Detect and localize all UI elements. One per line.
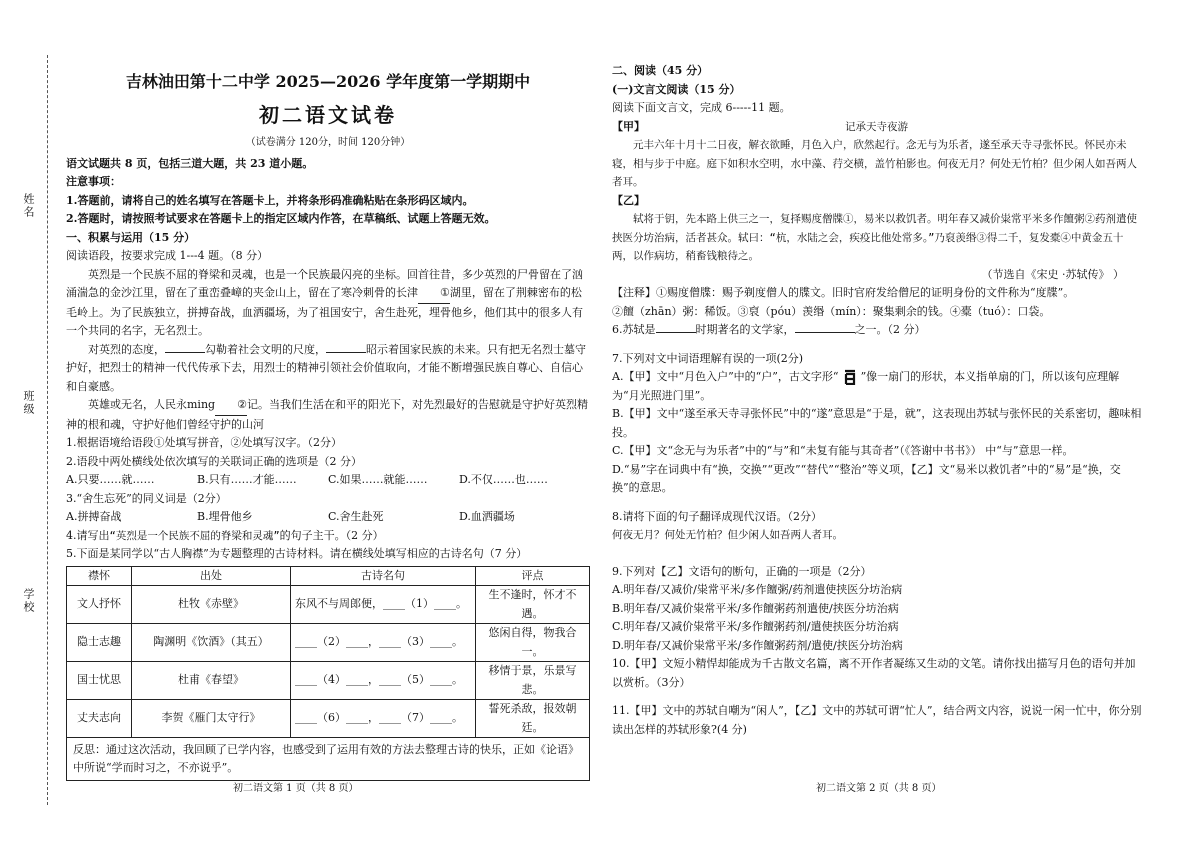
exam-title: 初二语文试卷 [259,103,397,127]
exam-meta: （试卷满分 120分，时间 120分钟） [245,137,411,148]
q7-option-b: B.【甲】文中“遂至承天寺寻张怀民”中的“遂”意思是“于是，就”，这表现出苏轼与张怀民的关系密切，趣味相投。 [612,407,1142,439]
note-2: 2.答题时，请按照考试要求在答题卡上的指定区域内作答，在草稿纸、试题上答题无效。 [66,212,496,225]
table-cell: 文人抒怀 [67,586,132,624]
q6-blank-1[interactable] [656,332,696,333]
annotation-1: 【注释】①赐度僧牒：赐予剃度僧人的牒文。旧时官府发给僧尼的证明身份的文件称为“度牒”。 [612,286,1075,299]
q6-blank-2[interactable] [795,332,855,333]
side-label-school: 学校 [22,588,35,614]
q3-option-c: C.舍生赴死 [328,510,384,523]
table-header: 评点 [476,566,590,586]
question-1: 1.根据语境给语段①处填写拼音，②处填写汉字。（2分） [66,436,342,449]
table-cell-answer[interactable]: ____（6）____，____（7）____。 [291,700,476,738]
school-title: 吉林油田第十二中学 2025—2026 学年度第一学期期中 [125,72,531,91]
q2-option-c: C.如果……就能…… [328,473,428,486]
table-cell: 悠闲自得，物我合一。 [476,624,590,662]
question-11: 11.【甲】文中的苏轼自嘲为“闲人”，【乙】文中的苏轼可谓“忙人”，结合两文内容，说说一闲一忙中，你分别读出怎样的苏轼形象?(4 分) [612,704,1142,736]
q3-option-b: B.埋骨他乡 [197,510,253,523]
table-row [67,700,590,738]
q3-option-a: A.拼搏奋战 [66,510,122,523]
table-cell: 移情于景，乐景写悲。 [476,662,590,700]
jia-text: 元丰六年十月十二日夜，解衣欲睡，月色入户，欣然起行。念无与为乐者，遂至承天寺寻张怀民。怀民亦未寝，相与步于中庭。庭下如积水空明，水中藻、荇交横，盖竹柏影也。何夜无月？何处无竹柏？但少闲人如吾两人者耳。 [612,139,1137,188]
blank-relation-1[interactable] [165,352,205,353]
table-reflection: 反思：通过这次活动，我回顾了已学内容，也感受到了运用有效的方法去整理古诗的快乐，正如《论语》中所说“学而时习之，不亦说乎”。 [66,738,590,781]
question-6: 6.苏轼是 时期著名的文学家， 之一。（2 分） [612,323,926,336]
yi-source: （节选自《宋史 ·苏轼传》 ） [981,267,1124,281]
q2-option-b: B.只有……才能…… [197,473,297,486]
passage-para-2: 对英烈的态度， 勾勒着社会文明的尺度， 昭示着国家民族的未来。只有把无名烈士墓守护好，把烈士的精神一代代传承下去，用烈士的精神引领社会价值取向，才能不断增强民族自尊心、自信心和自豪感。 [66,342,586,393]
table-cell: 杜牧《赤壁》 [132,586,291,624]
table-row [67,624,590,662]
right-column [612,62,1144,739]
q7-option-c: C.【甲】文“念无与为乐者”中的“与”和“未复有能与其奇者”（《答谢中书书》） 中“与”意思一样。 [612,444,1074,457]
passage-para-3: 英雄或无名，人民永ming ②记。当我们生活在和平的阳光下，对先烈最好的告慰就是守护好英烈精神的根和魂，守护好他们曾经守护的山河 [66,398,588,431]
blank-relation-2[interactable] [326,352,366,353]
passage-para-1: 英烈是一个民族不屈的脊梁和灵魂，也是一个民族最闪亮的坐标。回首往昔，多少英烈的尸骨留在了汹涌湍急的金沙江里，留在了重峦叠嶂的夹金山上，留在了寒冷刺骨的长津 ①湖里，留在了荆棘密布的松毛岭上。为了民族独立，拼搏奋战，血洒疆场，为了祖国安宁，舍生赴死，埋骨他乡，他们其中的很多人有一个共同的名字，无名烈士。 [66,267,583,337]
table-cell: 誓死杀敌，报效朝廷。 [476,700,590,738]
side-label-class: 班级 [22,390,35,416]
question-8: 8.请将下面的句子翻译成现代汉语。（2分） [612,509,822,523]
q3-option-d: D.血洒疆场 [459,510,515,523]
table-row [67,662,590,700]
question-2-options [66,471,590,490]
q9-option-b: B.明年春/又减价粜常平米/多作饘粥药剂遣使/挟医分坊治病 [612,601,899,615]
footer-left: 初二语文第 1 页（共 8 页） [233,783,359,794]
notes-line: 语文试题共 8 页，包括三道大题，共 23 道小题。 [66,156,314,170]
table-header: 襟怀 [67,566,132,586]
ancient-door-glyph-icon [839,369,861,385]
poem-table [66,566,590,739]
question-3-options [66,508,590,527]
part2-intro: 阅读下面文言文，完成 6-----11 题。 [612,101,791,114]
table-cell-answer[interactable]: ____（2）____，____（3）____。 [291,624,476,662]
table-cell-answer[interactable]: 东风不与周郎便，____（1）____。 [291,586,476,624]
binding-dashed-line [47,55,48,805]
part1-heading: 一、积累与运用（15 分） [66,230,196,244]
question-5: 5.下面是某同学以“古人胸襟”为专题整理的古诗材料。请在横线处填写相应的古诗名句（7 分） [66,547,528,560]
q8-text: 何夜无月？何处无竹柏？但少闲人如吾两人者耳。 [612,529,843,541]
part2-heading: 二、阅读（45 分） [612,64,709,77]
q7-option-a: A.【甲】文中“月色入户”中的“户”，古文字形“ ”像一扇门的形状，本义指单扇的门，所以该句应理解为“月光照进门里”。 [612,370,1120,402]
question-7: 7.下列对文中词语理解有误的一项(2分) [612,351,804,365]
table-cell: 丈夫志向 [67,700,132,738]
footer-right: 初二语文第 2 页（共 8 页） [816,783,942,794]
jia-header: 【甲】 记承天寺夜游 [612,119,908,133]
q9-option-c: C.明年春/又减价粜常平米/多作饘粥药剂/遣使挟医分坊治病 [612,620,899,633]
q2-option-d: D.不仅……也…… [459,473,548,486]
question-3: 3.“舍生忘死”的同义词是（2分） [66,491,227,505]
left-column [66,68,590,781]
table-cell-answer[interactable]: ____（4）____，____（5）____。 [291,662,476,700]
table-header: 出处 [132,566,291,586]
question-2: 2.语段中两处横线处依次填写的关联词正确的选项是（2 分） [66,454,362,468]
question-4: 4.请写出“英烈是一个民族不屈的脊梁和灵魂”的句子主干。（2 分） [66,528,384,542]
question-9: 9.下列对【乙】文语句的断句，正确的一项是（2分） [612,564,872,578]
part2-sub: (一)文言文阅读（15 分） [612,82,741,96]
q9-option-d: D.明年春/又减价粜常平米/多作饘粥药剂/遣使/挟医分坊治病 [612,638,903,652]
yi-text: 轼将于钥，先本路上供三之一，复择赐度僧牒①，易米以救饥者。明年春又减价粜常平米多作饘粥②药剂遣使挟医分坊治病，活者甚众。轼曰：“杭，水陆之会，疾疫比他处常多。”乃裒羡缗③得二千，复发橐④中黄金五十两，以作病坊，稍畜钱粮待之。 [612,213,1137,262]
table-cell: 隐士志趣 [67,624,132,662]
table-cell: 李贺《雁门太守行》 [132,700,291,738]
table-cell: 陶渊明《饮酒》（其五） [132,624,291,662]
table-cell: 国士忧思 [67,662,132,700]
yi-label: 【乙】 [612,193,645,207]
q7-option-d: D.“易”字在词典中有“换，交换”“更改”“替代”“整治”等义项，【乙】文“易米以救饥者”中的“易”是“换，交换”的意思。 [612,462,1121,494]
table-cell: 杜甫《春望》 [132,662,291,700]
side-label-name: 姓名 [22,193,35,219]
part1-intro: 阅读语段，按要求完成 1---4 题。（8 分） [66,249,269,262]
table-header: 古诗名句 [291,566,476,586]
note-1: 1.答题前，请将自己的姓名填写在答题卡上，并将条形码准确粘贴在条形码区域内。 [66,193,474,207]
q2-option-a: A.只要……就…… [66,473,155,486]
blank-2[interactable]: ② [215,396,247,416]
table-header-row [67,566,590,586]
annotation-2: ②饘（zhān）粥：稀饭。③裒（póu）羡缗（mín）：聚集剩余的钱。④橐（tuó）：口袋。 [612,304,1051,318]
jia-title: 记承天寺夜游 [845,120,908,133]
table-row [67,586,590,624]
table-cell: 生不逢时，怀才不遇。 [476,586,590,624]
notes-heading: 注意事项： [66,175,121,188]
blank-1[interactable]: ① [418,284,450,304]
question-10: 10.【甲】文短小精悍却能成为千古散文名篇，离不开作者凝练又生动的文笔。请你找出描写月色的语句并加以赏析。（3分） [612,657,1136,689]
q9-option-a: A.明年春/又减价/粜常平米/多作饘粥/药剂遣使挟医分坊治病 [612,583,903,596]
